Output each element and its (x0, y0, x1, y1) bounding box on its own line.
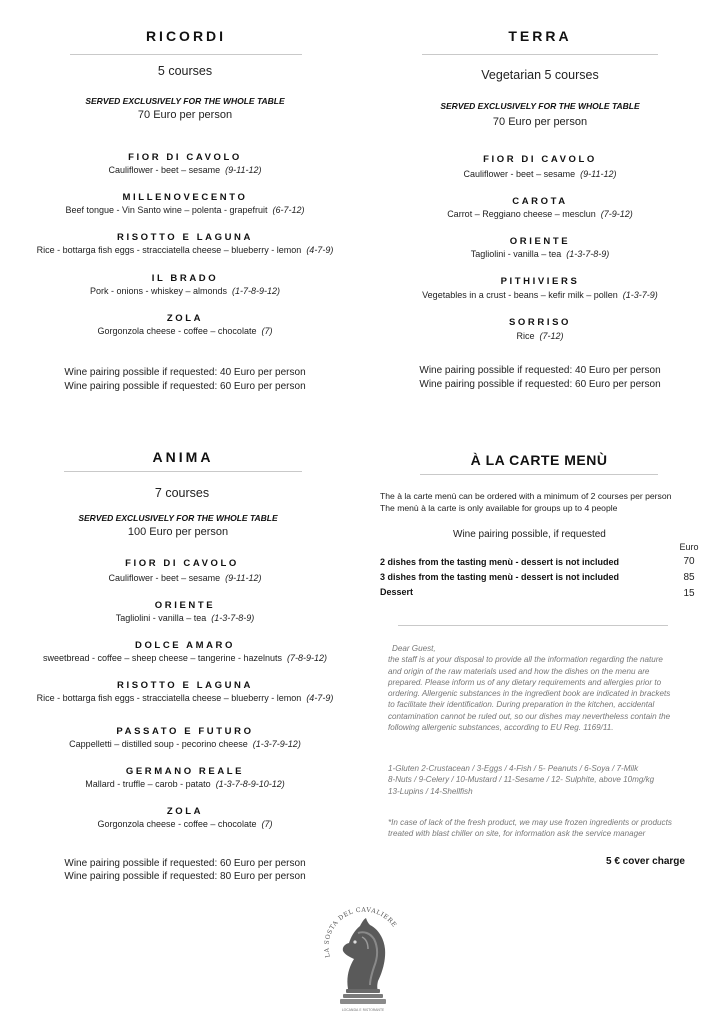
allergen-codes: (4-7-9) (306, 245, 334, 255)
allergen-line: 13-Lupins / 14-Shellfish (388, 786, 473, 796)
allergen-codes: (1-3-7-9-12) (252, 739, 301, 749)
alacarte-row-label: 2 dishes from the tasting menù - dessert is not included (380, 557, 620, 567)
notice-line: prepared. Please inform us of any dietary requirements and allergies prior to (388, 677, 662, 687)
anima-dish-desc: Cappelletti – distilled soup - pecorino cheese (1-3-7-9-12) (69, 739, 301, 749)
allergen-codes: (7-9-12) (600, 209, 633, 219)
allergen-codes: (9-11-12) (225, 573, 262, 583)
alacarte-currency: Euro (679, 542, 699, 552)
allergen-codes: (1-7-8-9-12) (232, 286, 281, 296)
allergen-codes: (4-7-9) (306, 693, 334, 703)
anima-wine-pairing: Wine pairing possible if requested: 80 Euro per person (64, 871, 306, 882)
anima-divider (64, 471, 302, 472)
terra-dish-desc: Rice (7-12) (516, 331, 564, 341)
logo-arc-text: LA SOSTA DEL CAVALIERE (323, 906, 398, 959)
anima-dish-name: FIOR DI CAVOLO (125, 558, 239, 569)
ricordi-dish-name: IL BRADO (151, 273, 219, 284)
frozen-line: *In case of lack of the fresh product, we may use frozen ingredients or products (388, 818, 672, 827)
notice-line: ordering. Allergenic substances in the ingredient book are indicated in brackets (388, 689, 671, 699)
anima-exclusive: SERVED EXCLUSIVELY FOR THE WHOLE TABLE (78, 513, 278, 523)
ricordi-dish-desc: Pork - onions - whiskey – almonds (1-7-8-9-12) (89, 286, 281, 296)
alacarte-row-price: 15 (683, 588, 695, 599)
terra-dish-name: ORIENTE (509, 236, 571, 247)
anima-wine-pairing: Wine pairing possible if requested: 60 Euro per person (64, 858, 306, 869)
terra-dish-desc: Tagliolini - vanilla – tea (1-3-7-8-9) (470, 249, 610, 259)
allergen-codes: (1-3-7-9) (622, 290, 658, 300)
terra-wine-pairing: Wine pairing possible if requested: 40 Euro per person (419, 365, 661, 376)
alacarte-row-label: 3 dishes from the tasting menù - dessert is not included (380, 572, 620, 582)
cover-charge: 5 € cover charge (606, 856, 685, 867)
anima-dish-desc: Rice - bottarga fish eggs - stracciatella cheese – blueberry - lemon (4-7-9) (36, 693, 334, 703)
ricordi-subtitle: 5 courses (157, 64, 213, 78)
ricordi-price: 70 Euro per person (137, 109, 233, 121)
frozen-line: treated with blast chiller on site, for information ask the service manager (388, 829, 646, 839)
terra-divider (422, 54, 658, 55)
terra-wine-pairing: Wine pairing possible if requested: 60 Euro per person (419, 379, 661, 390)
allergen-codes: (6-7-12) (272, 205, 305, 215)
terra-dish-name: SORRISO (508, 317, 571, 328)
knight-chess-icon (318, 897, 406, 1015)
ricordi-title: RICORDI (145, 28, 227, 44)
alacarte-wine: Wine pairing possible, if requested (453, 529, 606, 540)
ricordi-dish-desc: Gorgonzola cheese - coffee – chocolate (7) (97, 326, 273, 336)
ricordi-dish-name: ZOLA (166, 313, 204, 324)
terra-price: 70 Euro per person (492, 116, 588, 128)
ricordi-exclusive: SERVED EXCLUSIVELY FOR THE WHOLE TABLE (85, 96, 285, 106)
ricordi-dish-name: FIOR DI CAVOLO (128, 152, 242, 163)
terra-dish-desc: Carrot – Reggiano cheese – mesclun (7-9-12) (447, 209, 633, 219)
anima-dish-name: ORIENTE (154, 600, 216, 611)
frozen-notice (388, 817, 718, 840)
terra-dish-name: CAROTA (512, 196, 568, 207)
notice-line: contamination cannot be ruled out, so our dishes may nevertheless contain the (388, 711, 671, 721)
alacarte-row-price: 70 (683, 556, 695, 567)
alacarte-divider (420, 474, 658, 475)
alacarte-intro: The menù à la carte is only available for groups up to 4 people (380, 503, 618, 513)
terra-dish-name: FIOR DI CAVOLO (483, 154, 597, 165)
allergen-codes: (7-12) (539, 331, 564, 341)
allergen-codes: (7) (261, 819, 273, 829)
ricordi-dish-desc: Beef tongue - Vin Santo wine – polenta - grapefruit (6-7-12) (65, 205, 305, 215)
anima-dish-desc: Gorgonzola cheese - coffee – chocolate (7) (97, 819, 273, 829)
anima-dish-name: DOLCE AMARO (134, 640, 236, 651)
anima-dish-name: ZOLA (166, 806, 204, 817)
notice-line: and origin of the raw materials used and how the dishes on the menu are (388, 666, 650, 676)
anima-dish-desc: Cauliflower - beet – sesame (9-11-12) (108, 573, 262, 583)
terra-dish-name: PITHIVIERS (500, 276, 580, 287)
notice-line: following allergenic substances, according to EU Reg. 1169/11. (388, 723, 614, 733)
ricordi-dish-desc: Rice - bottarga fish eggs - stracciatella cheese – blueberry - lemon (4-7-9) (36, 245, 334, 255)
terra-subtitle: Vegetarian 5 courses (481, 68, 599, 82)
ricordi-divider (70, 54, 302, 55)
ricordi-wine-pairing: Wine pairing possible if requested: 60 Euro per person (64, 381, 306, 392)
notice-divider (398, 625, 668, 626)
anima-dish-desc: sweetbread - coffee – sheep cheese – tangerine - hazelnuts (7-8-9-12) (42, 653, 328, 663)
ricordi-dish-desc: Cauliflower - beet – sesame (9-11-12) (108, 165, 262, 175)
alacarte-row-label: Dessert (380, 587, 414, 597)
allergen-codes: (7) (261, 326, 273, 336)
terra-title: TERRA (508, 28, 572, 44)
anima-title: ANIMA (152, 449, 214, 465)
alacarte-intro: The à la carte menù can be ordered with a minimum of 2 courses per person (380, 491, 672, 501)
allergen-notice (388, 643, 718, 733)
notice-line: to facilitate their identification. During preparation in the kitchen, accidental (388, 700, 655, 710)
anima-dish-desc: Mallard - truffle – carob - patato (1-3-7-8-9-10-12) (85, 779, 285, 789)
terra-dish-desc: Vegetables in a crust - beans – kefir milk – pollen (1-3-7-9) (422, 290, 658, 300)
restaurant-logo (318, 897, 406, 1015)
terra-exclusive: SERVED EXCLUSIVELY FOR THE WHOLE TABLE (440, 101, 640, 111)
anima-dish-name: RISOTTO E LAGUNA (117, 680, 253, 691)
anima-dish-name: PASSATO E FUTURO (116, 726, 254, 737)
alacarte-title: À LA CARTE MENÙ (470, 452, 608, 468)
anima-price: 100 Euro per person (127, 526, 229, 538)
notice-line: the staff is at your disposal to provide all the information regarding the nature (388, 655, 663, 665)
allergen-line: 1-Gluten 2-Crustacean / 3-Eggs / 4-Fish / 5- Peanuts / 6-Soya / 7-Milk (388, 764, 639, 773)
allergen-codes: (7-8-9-12) (287, 653, 328, 663)
allergen-codes: (9-11-12) (225, 165, 262, 175)
notice-line: Dear Guest, (392, 644, 436, 653)
logo-subtext: LOCANDA E RISTORANTE (341, 1008, 385, 1012)
anima-dish-name: GERMANO REALE (125, 766, 245, 777)
ricordi-wine-pairing: Wine pairing possible if requested: 40 Euro per person (64, 367, 306, 378)
ricordi-dish-name: RISOTTO E LAGUNA (117, 232, 253, 243)
allergen-line: 8-Nuts / 9-Celery / 10-Mustard / 11-Sesame / 12- Sulphite, above 10mg/kg (388, 775, 655, 785)
ricordi-dish-name: MILLENOVECENTO (122, 192, 248, 203)
allergen-codes: (9-11-12) (580, 169, 617, 179)
alacarte-row-price: 85 (683, 572, 695, 583)
terra-dish-desc: Cauliflower - beet – sesame (9-11-12) (463, 169, 617, 179)
allergen-list (388, 763, 718, 797)
anima-subtitle: 7 courses (154, 486, 210, 500)
anima-dish-desc: Tagliolini - vanilla – tea (1-3-7-8-9) (115, 613, 255, 623)
allergen-codes: (1-3-7-8-9) (211, 613, 255, 623)
allergen-codes: (1-3-7-8-9) (566, 249, 610, 259)
allergen-codes: (1-3-7-8-9-10-12) (215, 779, 285, 789)
